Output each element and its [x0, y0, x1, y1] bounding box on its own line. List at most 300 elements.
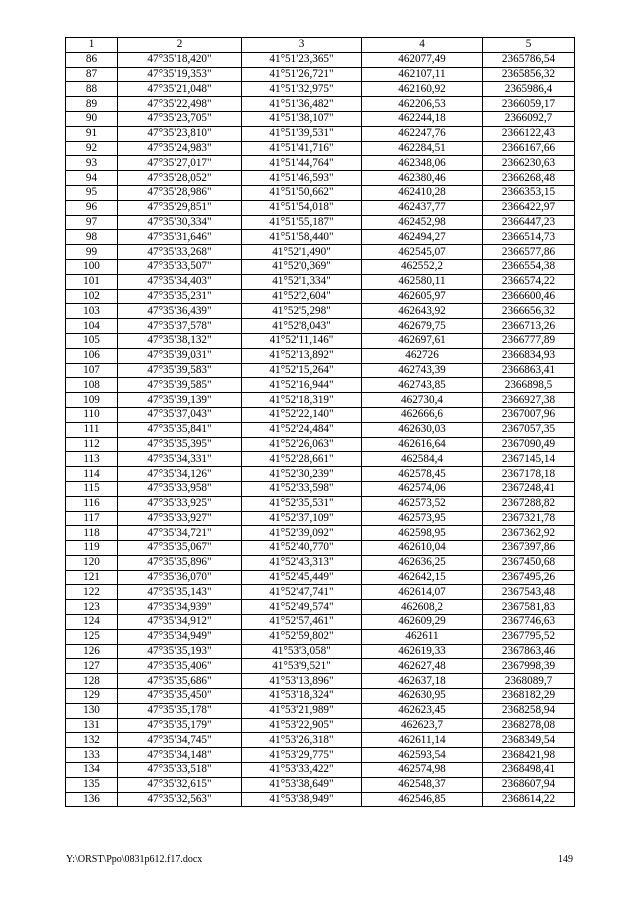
cell-y: 2367450,68	[483, 555, 575, 570]
cell-longitude: 41°51'41,716"	[242, 141, 362, 156]
cell-longitude: 41°53'13,896"	[242, 674, 362, 689]
cell-x: 462584,4	[362, 452, 483, 467]
cell-point-number: 135	[66, 777, 118, 792]
cell-latitude: 47°35'35,178"	[118, 703, 242, 718]
table-row	[66, 348, 575, 363]
cell-x: 462107,11	[362, 67, 483, 82]
cell-y: 2367007,96	[483, 407, 575, 422]
cell-point-number: 107	[66, 363, 118, 378]
table-row	[66, 319, 575, 334]
cell-point-number: 134	[66, 763, 118, 778]
cell-longitude: 41°52'47,741"	[242, 585, 362, 600]
table-row	[66, 289, 575, 304]
cell-x: 462545,07	[362, 245, 483, 260]
cell-point-number: 129	[66, 689, 118, 704]
cell-x: 462574,06	[362, 481, 483, 496]
cell-x: 462578,45	[362, 467, 483, 482]
cell-longitude: 41°52'18,319"	[242, 393, 362, 408]
cell-y: 2366422,97	[483, 200, 575, 215]
cell-point-number: 124	[66, 615, 118, 630]
cell-x: 462609,29	[362, 615, 483, 630]
cell-x: 462077,49	[362, 52, 483, 67]
cell-x: 462623,45	[362, 703, 483, 718]
cell-latitude: 47°35'34,949"	[118, 629, 242, 644]
table-row	[66, 274, 575, 289]
cell-y: 2366059,17	[483, 97, 575, 112]
table-row	[66, 615, 575, 630]
table-row	[66, 245, 575, 260]
table-row	[66, 156, 575, 171]
cell-longitude: 41°52'26,063"	[242, 437, 362, 452]
table-row	[66, 585, 575, 600]
table-row	[66, 378, 575, 393]
cell-longitude: 41°53'33,422"	[242, 763, 362, 778]
table-row	[66, 526, 575, 541]
cell-x: 462643,92	[362, 304, 483, 319]
table-row	[66, 467, 575, 482]
cell-y: 2367362,92	[483, 526, 575, 541]
cell-point-number: 115	[66, 481, 118, 496]
cell-x: 462437,77	[362, 200, 483, 215]
cell-y: 2365786,54	[483, 52, 575, 67]
coordinates-table	[65, 37, 575, 807]
cell-longitude: 41°52'33,598"	[242, 481, 362, 496]
cell-x: 462730,4	[362, 393, 483, 408]
header-cell-latitude: 2	[118, 38, 242, 53]
cell-longitude: 41°52'1,490"	[242, 245, 362, 260]
cell-x: 462608,2	[362, 600, 483, 615]
cell-point-number: 123	[66, 600, 118, 615]
cell-y: 2366122,43	[483, 126, 575, 141]
cell-latitude: 47°35'34,912"	[118, 615, 242, 630]
table-row	[66, 777, 575, 792]
cell-latitude: 47°35'35,841"	[118, 422, 242, 437]
table-row	[66, 703, 575, 718]
cell-y: 2367746,63	[483, 615, 575, 630]
cell-point-number: 126	[66, 644, 118, 659]
cell-y: 2366656,32	[483, 304, 575, 319]
cell-latitude: 47°35'27,017"	[118, 156, 242, 171]
cell-y: 2366092,7	[483, 111, 575, 126]
cell-latitude: 47°35'35,450"	[118, 689, 242, 704]
table-row	[66, 200, 575, 215]
cell-y: 2366863,41	[483, 363, 575, 378]
cell-latitude: 47°35'35,686"	[118, 674, 242, 689]
cell-latitude: 47°35'28,986"	[118, 185, 242, 200]
cell-y: 2366230,63	[483, 156, 575, 171]
cell-point-number: 94	[66, 171, 118, 186]
cell-point-number: 93	[66, 156, 118, 171]
cell-y: 2367581,83	[483, 600, 575, 615]
table-row	[66, 407, 575, 422]
cell-y: 2368421,98	[483, 748, 575, 763]
cell-point-number: 128	[66, 674, 118, 689]
cell-latitude: 47°35'35,395"	[118, 437, 242, 452]
header-cell-longitude: 3	[242, 38, 362, 53]
cell-longitude: 41°51'50,662"	[242, 185, 362, 200]
cell-x: 462637,18	[362, 674, 483, 689]
cell-x: 462410,28	[362, 185, 483, 200]
cell-longitude: 41°51'26,721"	[242, 67, 362, 82]
cell-latitude: 47°35'30,334"	[118, 215, 242, 230]
cell-point-number: 121	[66, 570, 118, 585]
cell-y: 2368182,29	[483, 689, 575, 704]
table-row	[66, 570, 575, 585]
cell-latitude: 47°35'39,583"	[118, 363, 242, 378]
cell-longitude: 41°53'38,649"	[242, 777, 362, 792]
cell-latitude: 47°35'35,231"	[118, 289, 242, 304]
cell-latitude: 47°35'32,615"	[118, 777, 242, 792]
cell-x: 462630,03	[362, 422, 483, 437]
cell-longitude: 41°53'26,318"	[242, 733, 362, 748]
cell-longitude: 41°52'37,109"	[242, 511, 362, 526]
cell-point-number: 118	[66, 526, 118, 541]
cell-x: 462247,76	[362, 126, 483, 141]
cell-y: 2366447,23	[483, 215, 575, 230]
cell-latitude: 47°35'35,406"	[118, 659, 242, 674]
cell-y: 2368258,94	[483, 703, 575, 718]
cell-latitude: 47°35'34,148"	[118, 748, 242, 763]
cell-longitude: 41°53'21,989"	[242, 703, 362, 718]
cell-point-number: 89	[66, 97, 118, 112]
cell-longitude: 41°52'11,146"	[242, 333, 362, 348]
footer-file-path: Y:\ORST\Ppo\0831p612.f17.docx	[66, 854, 203, 865]
cell-y: 2366268,48	[483, 171, 575, 186]
cell-latitude: 47°35'38,132"	[118, 333, 242, 348]
table-row	[66, 718, 575, 733]
cell-y: 2365986,4	[483, 82, 575, 97]
cell-latitude: 47°35'33,927"	[118, 511, 242, 526]
cell-point-number: 103	[66, 304, 118, 319]
cell-latitude: 47°35'39,585"	[118, 378, 242, 393]
cell-longitude: 41°52'57,461"	[242, 615, 362, 630]
cell-y: 2367397,86	[483, 541, 575, 556]
table-row	[66, 555, 575, 570]
table-row	[66, 748, 575, 763]
cell-point-number: 133	[66, 748, 118, 763]
table-row	[66, 230, 575, 245]
cell-x: 462619,33	[362, 644, 483, 659]
cell-x: 462160,92	[362, 82, 483, 97]
cell-x: 462623,7	[362, 718, 483, 733]
cell-point-number: 111	[66, 422, 118, 437]
cell-latitude: 47°35'34,939"	[118, 600, 242, 615]
cell-y: 2367321,78	[483, 511, 575, 526]
cell-point-number: 100	[66, 259, 118, 274]
cell-x: 462598,95	[362, 526, 483, 541]
cell-longitude: 41°52'28,661"	[242, 452, 362, 467]
cell-point-number: 127	[66, 659, 118, 674]
cell-x: 462614,07	[362, 585, 483, 600]
cell-y: 2367495,26	[483, 570, 575, 585]
cell-latitude: 47°35'37,578"	[118, 319, 242, 334]
cell-y: 2367248,41	[483, 481, 575, 496]
table-row	[66, 393, 575, 408]
cell-x: 462593,54	[362, 748, 483, 763]
cell-longitude: 41°52'0,369"	[242, 259, 362, 274]
cell-latitude: 47°35'31,646"	[118, 230, 242, 245]
cell-longitude: 41°52'1,334"	[242, 274, 362, 289]
cell-latitude: 47°35'23,705"	[118, 111, 242, 126]
cell-point-number: 88	[66, 82, 118, 97]
cell-longitude: 41°52'15,264"	[242, 363, 362, 378]
cell-longitude: 41°52'22,140"	[242, 407, 362, 422]
cell-longitude: 41°51'46,593"	[242, 171, 362, 186]
cell-latitude: 47°35'35,067"	[118, 541, 242, 556]
cell-longitude: 41°52'24,484"	[242, 422, 362, 437]
table-row	[66, 437, 575, 452]
cell-y: 2367057,35	[483, 422, 575, 437]
cell-y: 2368089,7	[483, 674, 575, 689]
table-row	[66, 496, 575, 511]
cell-y: 2366353,15	[483, 185, 575, 200]
cell-y: 2366898,5	[483, 378, 575, 393]
cell-x: 462580,11	[362, 274, 483, 289]
cell-longitude: 41°52'2,604"	[242, 289, 362, 304]
cell-latitude: 47°35'35,143"	[118, 585, 242, 600]
cell-y: 2367090,49	[483, 437, 575, 452]
cell-x: 462452,98	[362, 215, 483, 230]
cell-longitude: 41°51'58,440"	[242, 230, 362, 245]
table-row	[66, 733, 575, 748]
cell-latitude: 47°35'34,745"	[118, 733, 242, 748]
cell-y: 2367863,46	[483, 644, 575, 659]
cell-point-number: 99	[66, 245, 118, 260]
cell-latitude: 47°35'19,353"	[118, 67, 242, 82]
cell-longitude: 41°53'9,521"	[242, 659, 362, 674]
table-row	[66, 126, 575, 141]
cell-point-number: 131	[66, 718, 118, 733]
cell-latitude: 47°35'33,958"	[118, 481, 242, 496]
cell-latitude: 47°35'33,507"	[118, 259, 242, 274]
cell-latitude: 47°35'21,048"	[118, 82, 242, 97]
cell-x: 462546,85	[362, 792, 483, 807]
table-row	[66, 659, 575, 674]
cell-longitude: 41°52'43,313"	[242, 555, 362, 570]
table-row	[66, 689, 575, 704]
cell-longitude: 41°51'39,531"	[242, 126, 362, 141]
cell-latitude: 47°35'22,498"	[118, 97, 242, 112]
table-row	[66, 600, 575, 615]
cell-x: 462548,37	[362, 777, 483, 792]
cell-latitude: 47°35'35,193"	[118, 644, 242, 659]
cell-longitude: 41°53'22,905"	[242, 718, 362, 733]
cell-x: 462605,97	[362, 289, 483, 304]
cell-x: 462611,14	[362, 733, 483, 748]
cell-longitude: 41°52'59,802"	[242, 629, 362, 644]
cell-point-number: 120	[66, 555, 118, 570]
cell-latitude: 47°35'28,052"	[118, 171, 242, 186]
cell-y: 2366577,86	[483, 245, 575, 260]
cell-point-number: 117	[66, 511, 118, 526]
cell-x: 462743,85	[362, 378, 483, 393]
cell-y: 2367178,18	[483, 467, 575, 482]
cell-y: 2368349,54	[483, 733, 575, 748]
cell-x: 462636,25	[362, 555, 483, 570]
cell-longitude: 41°51'54,018"	[242, 200, 362, 215]
cell-y: 2368607,94	[483, 777, 575, 792]
cell-y: 2365856,32	[483, 67, 575, 82]
cell-point-number: 105	[66, 333, 118, 348]
cell-x: 462616,64	[362, 437, 483, 452]
table-row	[66, 481, 575, 496]
cell-x: 462244,18	[362, 111, 483, 126]
header-cell-x: 4	[362, 38, 483, 53]
table-row	[66, 185, 575, 200]
cell-longitude: 41°51'36,482"	[242, 97, 362, 112]
cell-point-number: 91	[66, 126, 118, 141]
cell-longitude: 41°51'23,365"	[242, 52, 362, 67]
table-row	[66, 422, 575, 437]
cell-longitude: 41°51'55,187"	[242, 215, 362, 230]
table-row	[66, 644, 575, 659]
cell-point-number: 87	[66, 67, 118, 82]
cell-point-number: 114	[66, 467, 118, 482]
cell-x: 462348,06	[362, 156, 483, 171]
cell-point-number: 86	[66, 52, 118, 67]
cell-longitude: 41°52'35,531"	[242, 496, 362, 511]
cell-latitude: 47°35'33,268"	[118, 245, 242, 260]
cell-point-number: 113	[66, 452, 118, 467]
table-header-row	[66, 38, 575, 53]
cell-latitude: 47°35'34,331"	[118, 452, 242, 467]
cell-latitude: 47°35'33,925"	[118, 496, 242, 511]
header-cell-point-number: 1	[66, 38, 118, 53]
cell-y: 2368498,41	[483, 763, 575, 778]
cell-point-number: 96	[66, 200, 118, 215]
header-cell-y: 5	[483, 38, 575, 53]
cell-x: 462206,53	[362, 97, 483, 112]
cell-latitude: 47°35'36,439"	[118, 304, 242, 319]
cell-x: 462494,27	[362, 230, 483, 245]
cell-point-number: 101	[66, 274, 118, 289]
cell-longitude: 41°53'3,058"	[242, 644, 362, 659]
cell-y: 2367288,82	[483, 496, 575, 511]
table-row	[66, 97, 575, 112]
cell-y: 2367543,48	[483, 585, 575, 600]
table-row	[66, 52, 575, 67]
cell-point-number: 98	[66, 230, 118, 245]
cell-x: 462574,98	[362, 763, 483, 778]
cell-point-number: 90	[66, 111, 118, 126]
cell-x: 462627,48	[362, 659, 483, 674]
cell-point-number: 125	[66, 629, 118, 644]
table-row	[66, 82, 575, 97]
cell-point-number: 136	[66, 792, 118, 807]
cell-point-number: 102	[66, 289, 118, 304]
table-row	[66, 363, 575, 378]
cell-latitude: 47°35'33,518"	[118, 763, 242, 778]
table-row	[66, 763, 575, 778]
cell-latitude: 47°35'39,031"	[118, 348, 242, 363]
cell-point-number: 95	[66, 185, 118, 200]
cell-latitude: 47°35'23,810"	[118, 126, 242, 141]
cell-x: 462697,61	[362, 333, 483, 348]
cell-point-number: 116	[66, 496, 118, 511]
cell-point-number: 108	[66, 378, 118, 393]
cell-latitude: 47°35'39,139"	[118, 393, 242, 408]
cell-point-number: 97	[66, 215, 118, 230]
cell-y: 2367145,14	[483, 452, 575, 467]
cell-x: 462679,75	[362, 319, 483, 334]
cell-latitude: 47°35'35,179"	[118, 718, 242, 733]
cell-latitude: 47°35'18,420"	[118, 52, 242, 67]
cell-y: 2366574,22	[483, 274, 575, 289]
table-row	[66, 215, 575, 230]
cell-latitude: 47°35'34,721"	[118, 526, 242, 541]
table-row	[66, 511, 575, 526]
table-row	[66, 792, 575, 807]
cell-latitude: 47°35'29,851"	[118, 200, 242, 215]
cell-point-number: 104	[66, 319, 118, 334]
cell-y: 2366514,73	[483, 230, 575, 245]
cell-longitude: 41°52'13,892"	[242, 348, 362, 363]
cell-x: 462726	[362, 348, 483, 363]
cell-longitude: 41°52'40,770"	[242, 541, 362, 556]
cell-y: 2366713,26	[483, 319, 575, 334]
cell-x: 462573,52	[362, 496, 483, 511]
cell-y: 2366167,66	[483, 141, 575, 156]
table-row	[66, 111, 575, 126]
cell-longitude: 41°53'18,324"	[242, 689, 362, 704]
cell-longitude: 41°52'49,574"	[242, 600, 362, 615]
cell-longitude: 41°52'30,239"	[242, 467, 362, 482]
cell-x: 462630,95	[362, 689, 483, 704]
cell-longitude: 41°52'45,449"	[242, 570, 362, 585]
table-row	[66, 171, 575, 186]
cell-y: 2366600,46	[483, 289, 575, 304]
cell-y: 2366554,38	[483, 259, 575, 274]
cell-longitude: 41°51'38,107"	[242, 111, 362, 126]
table-row	[66, 452, 575, 467]
cell-latitude: 47°35'34,126"	[118, 467, 242, 482]
cell-longitude: 41°52'8,043"	[242, 319, 362, 334]
table-row	[66, 541, 575, 556]
cell-point-number: 130	[66, 703, 118, 718]
cell-x: 462573,95	[362, 511, 483, 526]
cell-longitude: 41°51'44,764"	[242, 156, 362, 171]
cell-point-number: 112	[66, 437, 118, 452]
cell-longitude: 41°52'16,944"	[242, 378, 362, 393]
cell-latitude: 47°35'24,983"	[118, 141, 242, 156]
cell-x: 462743,39	[362, 363, 483, 378]
cell-latitude: 47°35'36,070"	[118, 570, 242, 585]
cell-longitude: 41°53'38,949"	[242, 792, 362, 807]
table-row	[66, 333, 575, 348]
table-row	[66, 629, 575, 644]
table-row	[66, 674, 575, 689]
cell-x: 462611	[362, 629, 483, 644]
cell-point-number: 110	[66, 407, 118, 422]
cell-x: 462284,51	[362, 141, 483, 156]
cell-x: 462380,46	[362, 171, 483, 186]
cell-point-number: 122	[66, 585, 118, 600]
cell-y: 2366927,38	[483, 393, 575, 408]
coordinates-table-body	[66, 38, 575, 807]
cell-longitude: 41°52'39,092"	[242, 526, 362, 541]
cell-y: 2367795,52	[483, 629, 575, 644]
cell-point-number: 92	[66, 141, 118, 156]
table-row	[66, 141, 575, 156]
cell-latitude: 47°35'37,043"	[118, 407, 242, 422]
cell-y: 2366777,89	[483, 333, 575, 348]
cell-x: 462666,6	[362, 407, 483, 422]
table-row	[66, 304, 575, 319]
cell-x: 462610,04	[362, 541, 483, 556]
cell-longitude: 41°51'32,975"	[242, 82, 362, 97]
cell-point-number: 119	[66, 541, 118, 556]
cell-latitude: 47°35'34,403"	[118, 274, 242, 289]
